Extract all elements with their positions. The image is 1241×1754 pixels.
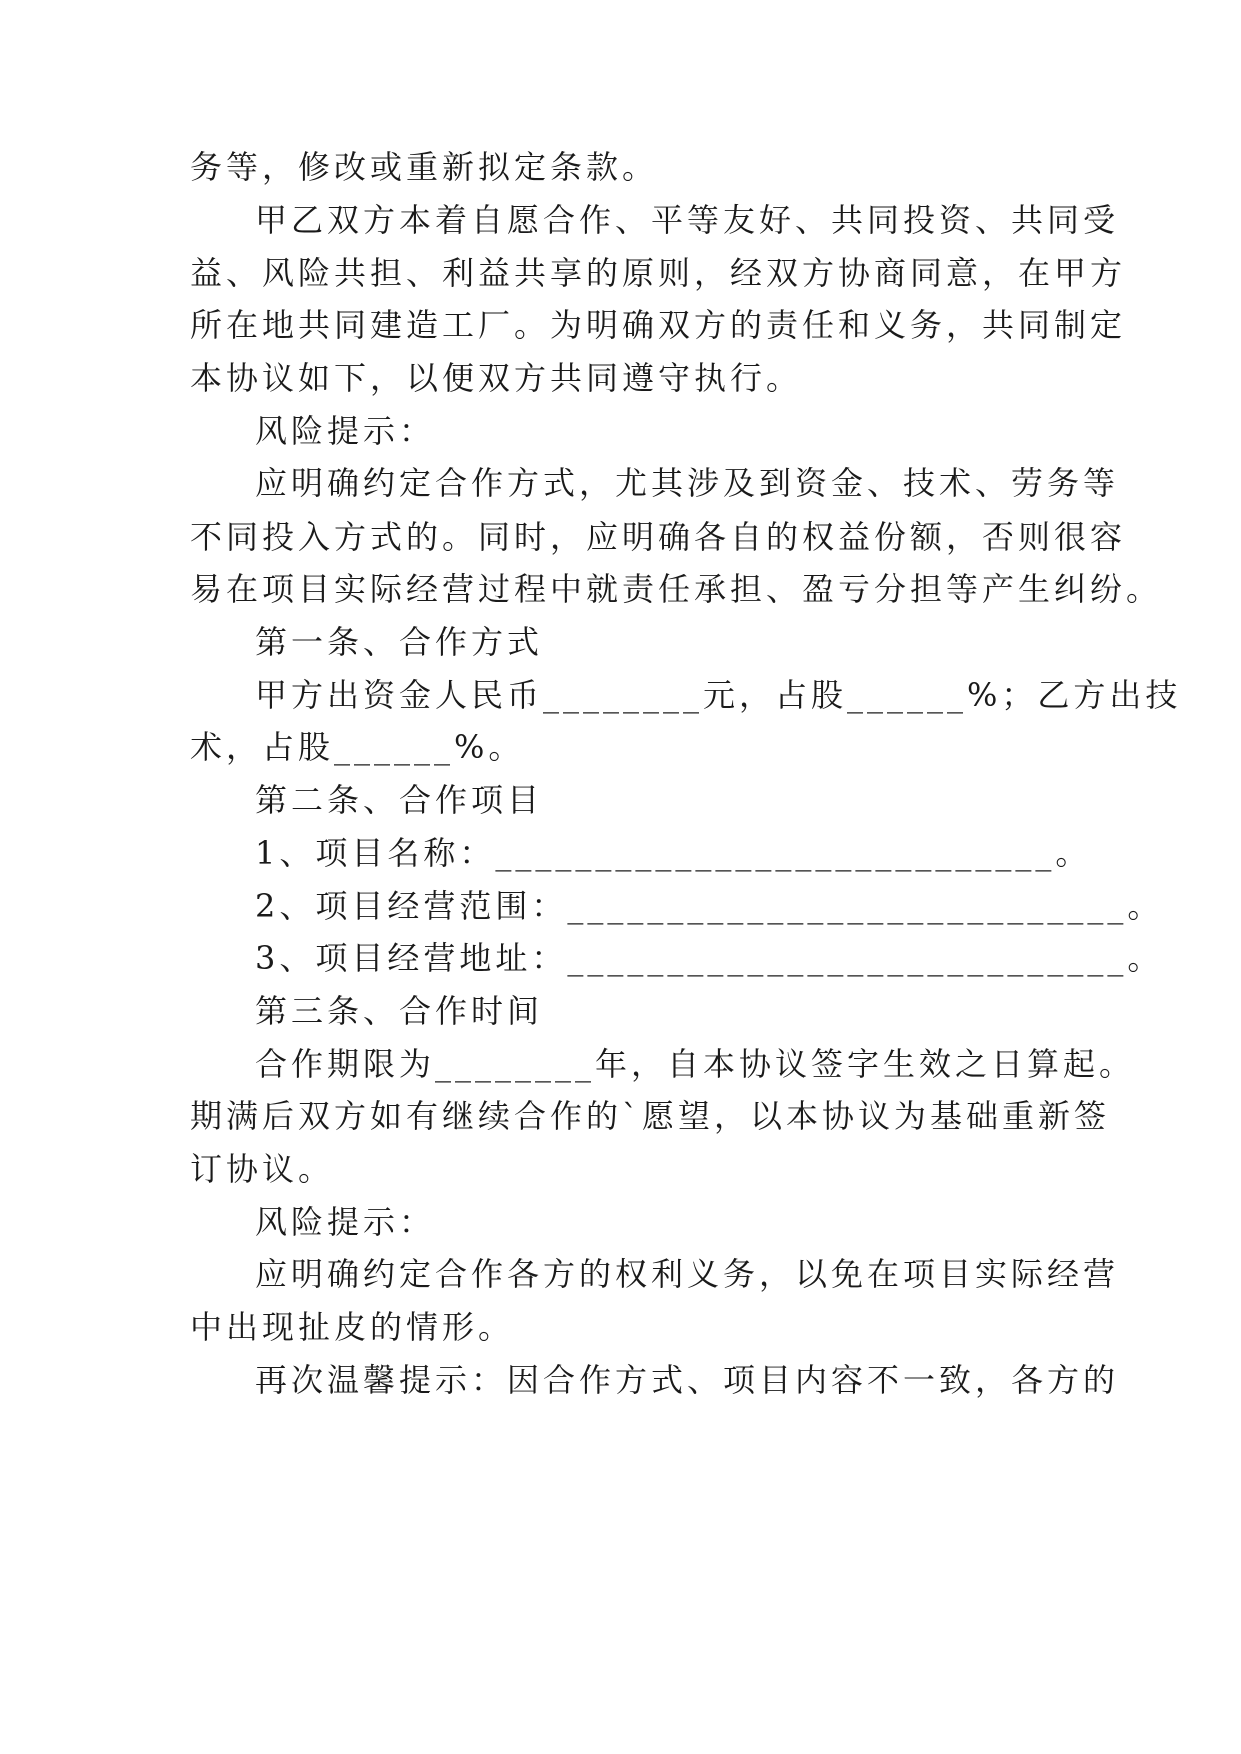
text-line: 甲方出资金人民币________元，占股______%；乙方出技	[255, 676, 1182, 714]
project-address-line: 3、项目经营地址：____________________________。	[255, 939, 1164, 977]
project-scope-line: 2、项目经营范围：____________________________。	[255, 887, 1164, 925]
text-line: 订协议。	[190, 1150, 335, 1188]
text-line: 所在地共同建造工厂。为明确双方的责任和义务，共同制定	[190, 306, 1127, 344]
text-line: 甲乙双方本着自愿合作、平等友好、共同投资、共同受	[255, 201, 1120, 239]
project-name-line: 1、项目名称：____________________________。	[255, 834, 1092, 872]
article-heading: 第一条、合作方式	[255, 623, 544, 661]
text-line: 应明确约定合作各方的权利义务，以免在项目实际经营	[255, 1255, 1120, 1293]
risk-heading: 风险提示：	[255, 412, 436, 450]
text-line: 再次温馨提示：因合作方式、项目内容不一致，各方的	[255, 1361, 1120, 1399]
text-line: 应明确约定合作方式，尤其涉及到资金、技术、劳务等	[255, 464, 1120, 502]
text-line: 期满后双方如有继续合作的`愿望，以本协议为基础重新签	[190, 1097, 1111, 1135]
article-heading: 第三条、合作时间	[255, 992, 544, 1030]
text-line: 合作期限为________年，自本协议签字生效之日算起。	[255, 1045, 1136, 1083]
text-line: 易在项目实际经营过程中就责任承担、盈亏分担等产生纠纷。	[190, 570, 1163, 608]
text-line: 中出现扯皮的情形。	[190, 1308, 515, 1346]
article-heading: 第二条、合作项目	[255, 781, 544, 819]
text-line: 不同投入方式的。同时，应明确各自的权益份额，否则很容	[190, 518, 1127, 556]
text-line: 本协议如下，以便双方共同遵守执行。	[190, 359, 803, 397]
text-line: 务等，修改或重新拟定条款。	[190, 148, 659, 186]
risk-heading: 风险提示：	[255, 1203, 436, 1241]
text-line: 术，占股______%。	[190, 728, 525, 766]
text-line: 益、风险共担、利益共享的原则，经双方协商同意，在甲方	[190, 254, 1127, 292]
